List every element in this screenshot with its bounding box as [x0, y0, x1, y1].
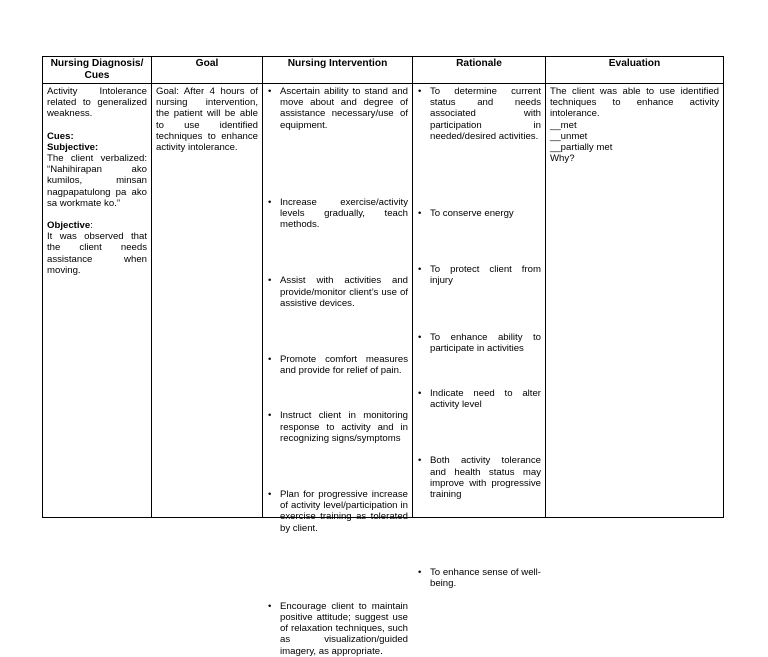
rationale-item: [417, 264, 541, 286]
bullet-icon: •: [268, 86, 272, 97]
subjective-label: Subjective:: [47, 141, 99, 153]
objective-label: Objective: [47, 220, 91, 232]
bullet-icon: •: [418, 264, 422, 276]
bullet-icon: •: [418, 86, 422, 97]
rationale-text: To conserve energy: [430, 208, 514, 220]
diagnosis-cell: [43, 84, 152, 518]
rationale-item: [417, 208, 541, 219]
bullet-icon: •: [268, 410, 272, 422]
rationale-text: To enhance sense of well-being.: [430, 567, 541, 590]
goal-text: Goal: After 4 hours of nursing intervention, the patient will be able to use identified techniques to enhance activity intolerance.: [156, 86, 258, 154]
rationale-item: [417, 567, 541, 589]
bullet-icon: •: [268, 600, 272, 612]
intervention-item: [267, 86, 408, 131]
bullet-icon: •: [418, 208, 422, 220]
header-evaluation: Evaluation: [546, 57, 724, 84]
goal-cell: [152, 84, 263, 518]
evaluation-why: Why?: [550, 153, 575, 165]
evaluation-met: __met: [550, 119, 577, 131]
header-row: [43, 57, 724, 84]
intervention-item: [267, 354, 408, 376]
rationale-item: [417, 86, 541, 142]
evaluation-unmet: __unmet: [550, 130, 588, 142]
diagnosis-text: Activity Intolerance related to generalized weakness.: [47, 86, 147, 120]
intervention-text: Increase exercise/activity levels gradually, teach methods.: [280, 196, 408, 231]
evaluation-text: The client was able to use identified techniques to enhance activity intolerance.: [550, 86, 719, 120]
subjective-text: The client verbalized: “Nahihirapan ako kumilos, minsan nagpapatulong pa ako sa workmate ko.”: [47, 153, 147, 209]
intervention-item: [267, 275, 408, 309]
bullet-icon: •: [418, 331, 422, 343]
rationale-text: Indicate need to alter activity level: [430, 388, 541, 411]
rationale-item: [417, 455, 541, 500]
rationale-text: To enhance ability to participate in activities: [430, 331, 541, 354]
bullet-icon: •: [418, 388, 422, 400]
intervention-text: Assist with activities and provide/monitor client’s use of assistive devices.: [280, 275, 408, 309]
rationale-text: Both activity tolerance and health status may improve with progressive training: [430, 455, 541, 501]
bullet-icon: •: [268, 489, 272, 501]
intervention-text: Plan for progressive increase of activity level/participation in exercise training as tolerated by client.: [280, 489, 408, 534]
rationale-item: [417, 332, 541, 354]
intervention-item: [267, 197, 408, 231]
plan-row: [43, 84, 724, 518]
bullet-icon: •: [268, 196, 272, 208]
intervention-text: Ascertain ability to stand and move about and degree of assistance necessary/use of equipment.: [280, 86, 408, 131]
evaluation-cell: [546, 84, 724, 518]
objective-colon: :: [90, 220, 93, 232]
intervention-item: [267, 601, 408, 657]
intervention-cell: [263, 84, 413, 657]
objective-text: It was observed that the client needs assistance when moving.: [47, 231, 147, 276]
intervention-item: [267, 489, 408, 534]
bullet-icon: •: [268, 275, 272, 287]
objective-heading: [47, 220, 147, 231]
header-diagnosis: Nursing Diagnosis/ Cues: [43, 57, 152, 84]
bullet-icon: •: [418, 567, 422, 579]
rationale-cell: [413, 84, 546, 590]
rationale-text: To protect client from injury: [430, 264, 541, 287]
evaluation-partially-met: __partially met: [550, 142, 613, 154]
intervention-item: [267, 410, 408, 444]
nursing-care-plan-table: [42, 56, 724, 657]
intervention-text: Encourage client to maintain positive attitude; suggest use of relaxation techniques, such as visualization/guided imagery, as appropriate.: [280, 600, 408, 657]
bullet-icon: •: [268, 354, 272, 366]
intervention-text: Promote comfort measures and provide for relief of pain.: [280, 354, 408, 377]
header-rationale: Rationale: [413, 57, 546, 84]
intervention-text: Instruct client in monitoring response to activity and in recognizing signs/symptoms: [280, 410, 408, 444]
cues-label: Cues:: [47, 130, 74, 142]
bullet-icon: •: [418, 455, 422, 467]
header-intervention: Nursing Intervention: [263, 57, 413, 84]
rationale-item: [417, 388, 541, 410]
rationale-text: To determine current status and needs associated with participation in needed/desired activities.: [430, 86, 541, 142]
header-goal: Goal: [152, 57, 263, 84]
